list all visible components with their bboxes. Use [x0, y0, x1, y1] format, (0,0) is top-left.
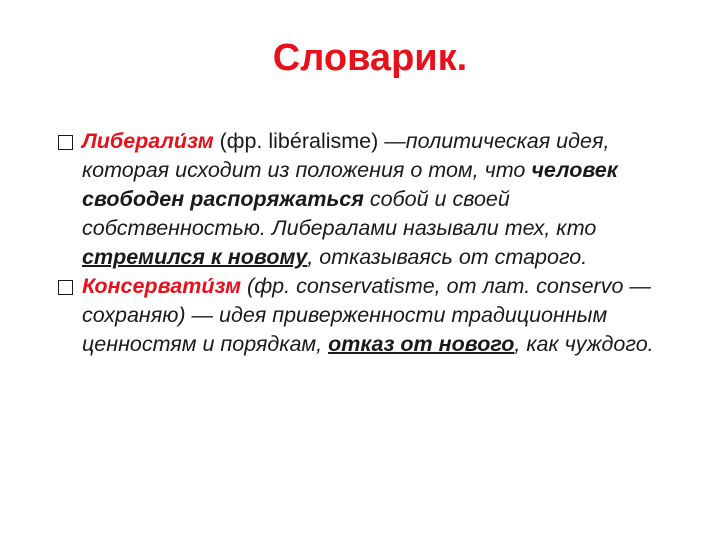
- slide-title: Словарик.: [272, 37, 468, 79]
- glossary-list: [58, 127, 698, 359]
- definition-text: собой и своей собственностью. Либералами называли тех, кто: [82, 187, 597, 240]
- glossary-entry-liberalism: [58, 127, 698, 272]
- definition-text: —политическая идея, которая исходит из положения о том, что: [82, 129, 610, 182]
- checkbox-bullet-icon: [58, 280, 73, 295]
- glossary-entry-conservatism: [58, 272, 698, 359]
- term-conservatism: Консервати́зм: [82, 274, 242, 298]
- definition-text: , как чуждого.: [514, 332, 654, 356]
- term-liberalism: Либерали́зм: [82, 129, 214, 153]
- definition-text: , отказываясь от старого.: [307, 245, 588, 269]
- definition-text: (фр. conservatisme, от лат. conservo — сохраняю) — идея приверженности традиционным ценностям и порядкам,: [82, 274, 651, 356]
- underlined-emphasis-text: стремился к новому: [82, 245, 308, 269]
- checkbox-bullet-icon: [58, 135, 73, 150]
- underlined-emphasis-text: отказ от нового: [328, 332, 515, 356]
- term-origin: (фр. libéralisme): [219, 129, 379, 153]
- emphasis-text: человек свободен распоряжаться: [82, 158, 618, 211]
